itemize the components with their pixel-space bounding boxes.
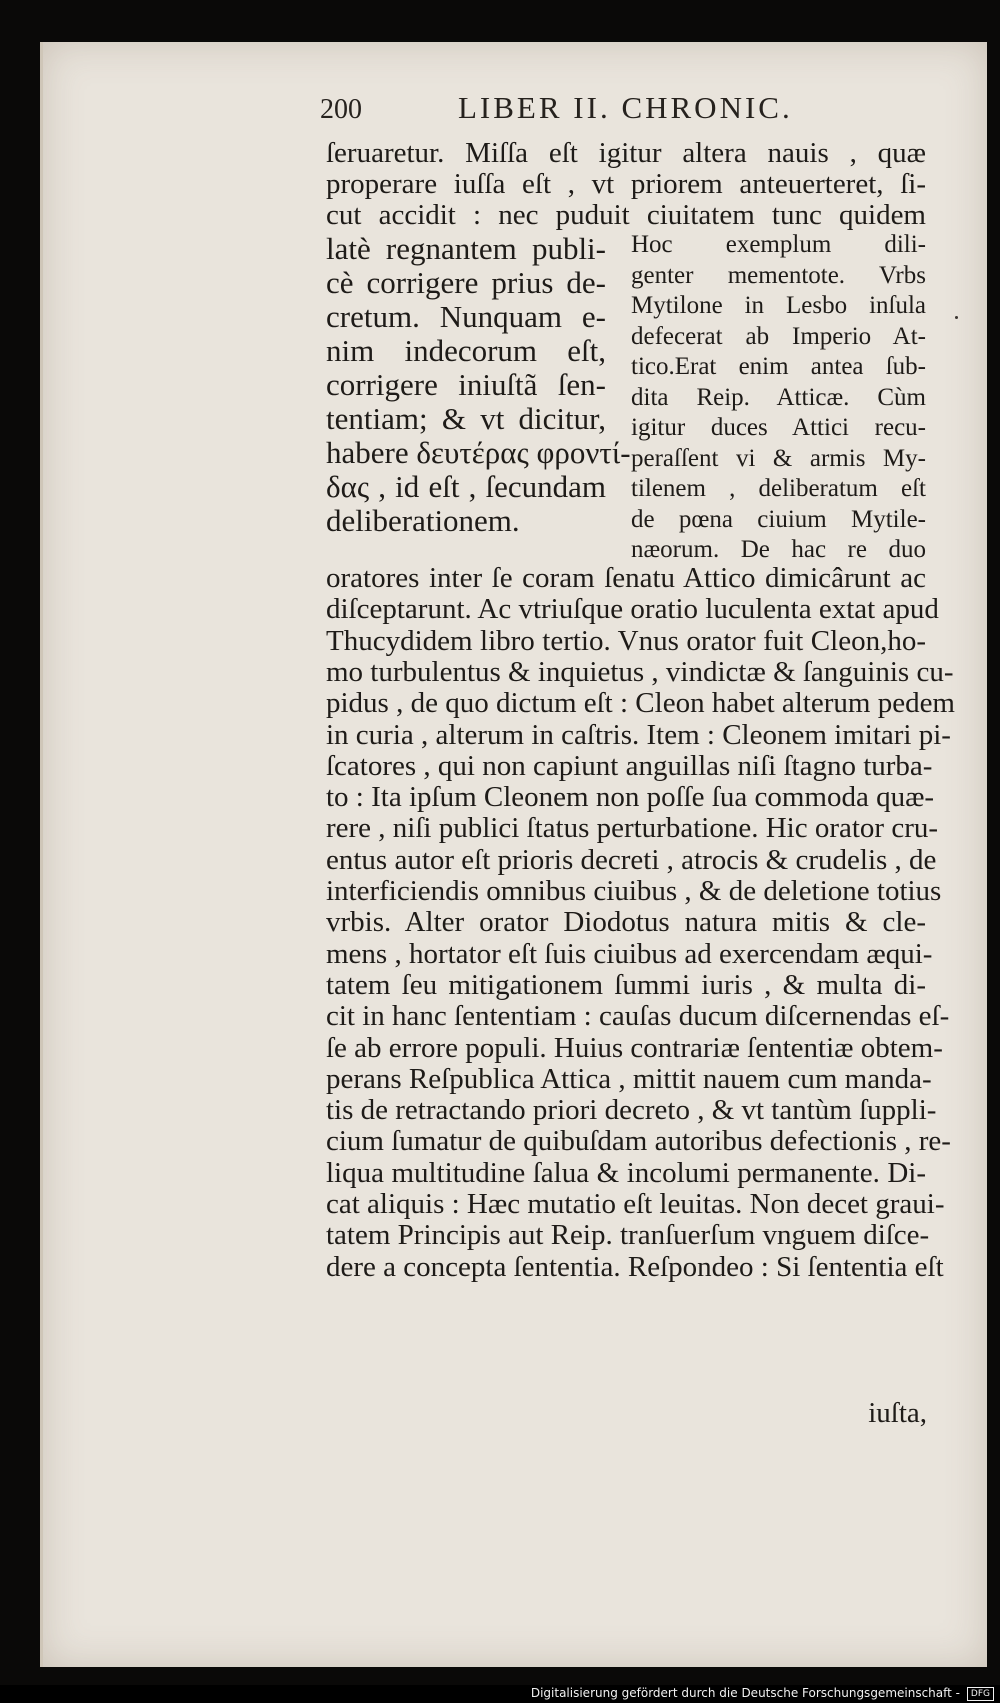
text-line: cit in hanc ſententiam : cauſas ducum diſcernendas eſ- (326, 1000, 950, 1033)
text-line: cut accidit : nec puduit ciuitatem tunc quidem (326, 199, 926, 231)
running-head: LIBER II. CHRONIC. (458, 90, 793, 125)
text-line: igitur duces Attici recu- (631, 414, 926, 441)
text-line: dere a concepta ſententia. Reſpondeo : Si ſententia eſt (326, 1250, 944, 1283)
page-number: 200 (320, 94, 362, 125)
text-line: interficiendis omnibus ciuibus , & de deletione totius (326, 875, 942, 907)
text-line: genter mementote. Vrbs (631, 261, 926, 289)
text-line: deliberationem. (326, 503, 520, 538)
text-line: liqua multitudine ſalua & incolumi permanente. Di- (326, 1156, 926, 1189)
footer-credit: Digitalisierung gefördert durch die Deutsche Forschungsgemeinschaft - (530, 1686, 960, 1700)
text-line: oratores inter ſe coram ſenatu Attico dimicârunt ac (326, 562, 926, 594)
text-line: cat aliquis : Hæc mutatio eſt leuitas. Non decet graui- (326, 1188, 945, 1220)
text-line: mens , hortator eſt ſuis ciuibus ad exercendam æqui- (326, 937, 933, 970)
text-line: næorum. De hac re duo (631, 536, 926, 563)
text-line: ſe ab errore populi. Huius contrariæ ſententiæ obtem- (326, 1031, 943, 1064)
text-line: tis de retractando priori decreto , & vt tantùm ſuppli- (326, 1094, 937, 1127)
ink-speck (955, 316, 958, 319)
text-line: defecerat ab Imperio At- (631, 322, 926, 350)
text-line: tatem ſeu mitigationem ſummi iuris , & multa di- (326, 968, 926, 1001)
text-line: Hoc exemplum dili- (631, 231, 926, 258)
text-line: vrbis. Alter orator Diodotus natura mitis & cle- (326, 906, 926, 939)
text-line: ſcatores , qui non capiunt anguillas niſi ſtagno turba- (326, 749, 933, 782)
text-line: de pœna ciuium Mytile- (631, 505, 926, 533)
text-line: tilenem , deliberatum eſt (631, 475, 926, 502)
text-line: habere δευτέρας φροντί- (326, 435, 631, 470)
text-line: to : Ita ipſum Cleonem non poſſe ſua commoda quæ- (326, 781, 935, 814)
text-line: tico.Erat enim antea ſub- (631, 353, 926, 380)
text-line: entus autor eſt prioris decreti , atrocis & crudelis , de (326, 843, 937, 876)
dfg-logo: DFG (967, 1687, 994, 1701)
text-line: ſeruaretur. Miſſa eſt igitur altera nauis , quæ (326, 137, 926, 169)
text-line: peraſſent vi & armis My- (631, 444, 926, 472)
page-content (43, 42, 987, 1667)
text-line: diſceptarunt. Ac vtriuſque oratio luculenta extat apud (326, 593, 939, 626)
text-line: latè regnantem publi- (326, 231, 606, 266)
text-line: pidus , de quo dictum eſt : Cleon habet alterum pedem (326, 687, 955, 720)
text-line: δας , id eſt , ſecundam (326, 469, 606, 504)
text-line: corrigere iniuſtã ſen- (326, 367, 606, 402)
text-line: tatem Principis aut Reip. tranſuerſum vnguem diſce- (326, 1219, 930, 1252)
text-line: Mytilone in Lesbo inſula (631, 292, 926, 319)
text-line: tentiam; & vt dicitur, (326, 401, 606, 436)
text-line: Thucydidem libro tertio. Vnus orator fuit Cleon,ho- (326, 624, 926, 657)
catchword: iuſta, (868, 1397, 927, 1429)
text-line: cretum. Nunquam e- (326, 299, 606, 334)
book-page (40, 42, 987, 1667)
text-line: cium ſumatur de quibuſdam autoribus defectionis , re- (326, 1125, 951, 1158)
text-line: dita Reip. Atticæ. Cùm (631, 383, 926, 411)
text-line: nim indecorum eſt, (326, 333, 606, 368)
text-line: in curia , alterum in caſtris. Item : Cleonem imitari pi- (326, 718, 951, 751)
text-line: properare iuſſa eſt , vt priorem anteuerteret, ſi- (326, 168, 926, 200)
text-line: perans Reſpublica Attica , mittit nauem cum manda- (326, 1062, 932, 1095)
text-line: mo turbulentus & inquietus , vindictæ & ſanguinis cu- (326, 655, 954, 688)
text-line: rere , niſi publici ſtatus perturbatione. Hic orator cru- (326, 812, 939, 845)
text-line: cè corrigere prius de- (326, 265, 606, 300)
